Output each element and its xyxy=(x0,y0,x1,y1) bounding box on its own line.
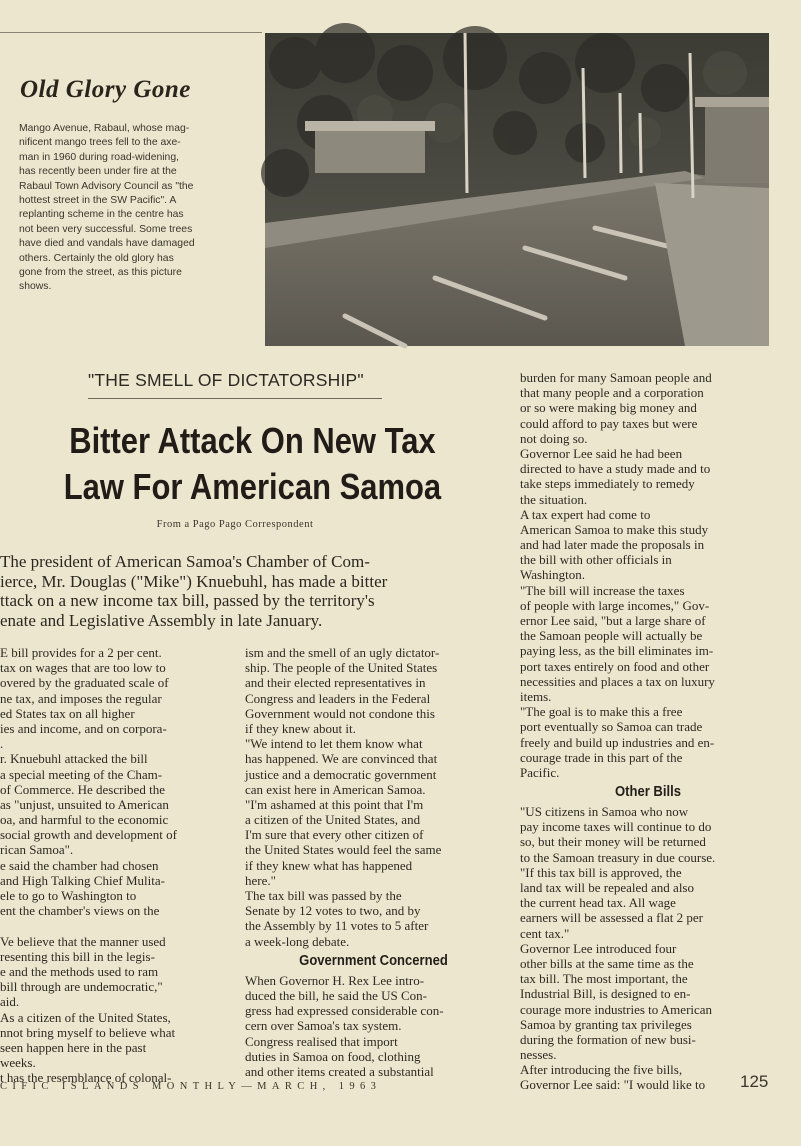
text-line: duties in Samoa on food, clothing xyxy=(245,1048,421,1064)
text-line: ism and the smell of an ugly dictator- xyxy=(245,645,440,660)
text-line: or so were making big money and xyxy=(520,400,697,416)
text-line: Government would not condone this xyxy=(245,705,435,721)
text-line: of people with large incomes," Gov- xyxy=(520,597,710,613)
text-line: cent tax." xyxy=(520,925,570,941)
text-line: have died and vandals have damaged xyxy=(19,238,195,250)
street-photo xyxy=(265,33,769,346)
text-line: can exist here in American Samoa. xyxy=(245,781,426,797)
text-line: Mango Avenue, Rabaul, whose mag- xyxy=(19,123,190,134)
text-line: As a citizen of the United States, xyxy=(0,1009,171,1025)
text-line: American Samoa to make this study xyxy=(520,521,709,537)
text-line: oa, and harmful to the economic xyxy=(0,812,169,828)
text-line: enate and Legislative Assembly in late January. xyxy=(0,610,323,630)
text-line: courage trade in this part of the xyxy=(520,749,683,765)
text-line: cern over Samoa's tax system. xyxy=(245,1018,402,1034)
article-lede xyxy=(0,552,483,630)
text-line: courage more industries to American xyxy=(520,1001,713,1017)
text-line: the United States would feel the same xyxy=(245,842,442,858)
article-headline xyxy=(35,418,469,510)
street-photo-image xyxy=(265,33,769,346)
text-line: land tax will be repealed and also xyxy=(520,880,694,895)
text-line: After introducing the five bills, xyxy=(520,1062,683,1078)
text-line: e said the chamber had chosen xyxy=(0,857,159,873)
text-line: has recently been under fire at the xyxy=(19,166,177,178)
text-line: Governor Lee introduced four xyxy=(520,940,677,956)
text-line: t has the resemblance of colonal- xyxy=(0,1070,172,1086)
page-number: 125 xyxy=(740,1072,769,1091)
text-line: not been very successful. Some trees xyxy=(19,223,193,235)
text-line: Governor Lee said: "I would like to xyxy=(520,1077,706,1093)
headline-line-1: Bitter Attack On New Tax xyxy=(69,420,436,461)
headline-line-2: Law For American Samoa xyxy=(63,466,442,507)
text-line: Industrial Bill, is designed to en- xyxy=(520,986,691,1002)
caption-title: Old Glory Gone xyxy=(20,76,191,103)
text-line: and High Talking Chief Mulita- xyxy=(0,872,165,888)
text-line: could afford to pay taxes but were xyxy=(520,415,698,431)
text-line: during the formation of new busi- xyxy=(520,1031,696,1047)
text-line: ele to go to Washington to xyxy=(0,888,137,903)
text-line: resenting this bill in the legis- xyxy=(0,948,155,964)
text-line: the current head tax. All wage xyxy=(520,895,676,911)
text-line: a citizen of the United States, and xyxy=(245,812,421,828)
text-line: that many people and a corporation xyxy=(520,385,704,401)
text-line: freely and build up industries and en- xyxy=(520,734,715,750)
text-line: replanting scheme in the centre has xyxy=(19,209,184,221)
text-line: Pacific. xyxy=(520,764,560,780)
text-line: take steps immediately to remedy xyxy=(520,476,695,492)
text-line: Ve believe that the manner used xyxy=(0,933,166,949)
text-line: shows. xyxy=(19,281,52,293)
text-line: the bill with other officials in xyxy=(520,552,672,568)
text-line: a special meeting of the Cham- xyxy=(0,766,163,782)
text-line: I'm sure that every other citizen of xyxy=(245,827,424,843)
text-line: ne tax, and imposes the regular xyxy=(0,690,162,706)
text-line: and other items created a substantial xyxy=(245,1063,434,1079)
text-line: social growth and development of xyxy=(0,827,177,843)
column-3-part-1 xyxy=(520,370,776,780)
text-line: pay income taxes will continue to do xyxy=(520,819,712,835)
caption-text xyxy=(19,122,239,295)
text-line: overed by the graduated scale of xyxy=(0,675,169,691)
text-line: port taxes entirely on food and other xyxy=(520,658,710,674)
text-line: Congress realised that import xyxy=(245,1033,398,1049)
subhead-other-bills: Other Bills xyxy=(614,784,681,801)
text-line: gress had expressed considerable con- xyxy=(245,1003,444,1019)
text-line: ent the chamber's views on the xyxy=(0,903,160,919)
text-line: seen happen here in the past xyxy=(0,1039,147,1055)
text-line: earners will be assessed a flat 2 per xyxy=(520,910,704,926)
text-line: justice and a democratic government xyxy=(245,766,437,782)
text-line: of Commerce. He described the xyxy=(0,781,165,797)
text-line: and had later made the proposals in xyxy=(520,537,705,553)
text-line: has happened. We are convinced that xyxy=(245,751,438,767)
text-line: ship. The people of the United States xyxy=(245,660,438,676)
text-line: r. Knuebuhl attacked the bill xyxy=(0,751,148,767)
text-line: the situation. xyxy=(520,491,588,507)
article-kicker: "THE SMELL OF DICTATORSHIP" xyxy=(88,370,364,390)
text-line: Congress and leaders in the Federal xyxy=(245,690,431,706)
text-line: "US citizens in Samoa who now xyxy=(520,804,689,820)
text-line: gone from the street, as this picture xyxy=(19,267,182,279)
text-line: not doing so. xyxy=(520,430,588,446)
kicker-rule xyxy=(88,398,382,399)
text-line: The tax bill was passed by the xyxy=(245,888,402,903)
text-line: e and the methods used to ram xyxy=(0,963,159,979)
text-line: ernor Lee said, "but a large share of xyxy=(520,613,706,628)
text-line: Rabaul Town Advisory Council as "the xyxy=(19,180,194,192)
text-line: nesses. xyxy=(520,1047,557,1063)
subhead-government-concerned: Government Concerned xyxy=(299,952,448,969)
text-line: here." xyxy=(245,872,276,888)
text-line: so, but their money will be returned xyxy=(520,834,706,850)
text-line: as "unjust, unsuited to American xyxy=(0,796,169,812)
text-line: "If this tax bill is approved, the xyxy=(520,864,682,880)
text-line: man in 1960 during road-widening, xyxy=(19,151,180,163)
text-line: directed to have a study made and to xyxy=(520,461,711,477)
page-footer: CIFIC ISLANDS MONTHLY—MARCH, 1963 xyxy=(0,1081,382,1092)
text-line: and their elected representatives in xyxy=(245,675,426,691)
text-line: ed States tax on all higher xyxy=(0,705,135,721)
text-line: if they knew about it. xyxy=(245,720,356,736)
article-column-1 xyxy=(0,645,226,1097)
text-line: tax on wages that are too low to xyxy=(0,660,166,676)
text-line: tax bill. The most important, the xyxy=(520,971,688,987)
text-line: Samoa by granting tax privileges xyxy=(520,1016,692,1032)
text-line: duced the bill, he said the US Con- xyxy=(245,987,427,1003)
text-line: others. Certainly the old glory has xyxy=(19,252,174,264)
text-line: E bill provides for a 2 per cent. xyxy=(0,645,162,660)
text-line: nnot bring myself to believe what xyxy=(0,1024,176,1040)
text-line: the Samoan people will actually be xyxy=(520,628,703,644)
text-line: . xyxy=(0,736,4,752)
text-line: nificent mango trees fell to the axe- xyxy=(19,137,181,149)
text-line: port eventually so Samoa can trade xyxy=(520,719,703,735)
text-line: When Governor H. Rex Lee intro- xyxy=(245,972,425,988)
text-line: if they knew what has happened xyxy=(245,857,413,873)
text-line: the Assembly by 11 votes to 5 after xyxy=(245,918,429,934)
text-line: to the Samoan treasury in due course. xyxy=(520,849,716,865)
text-line: "We intend to let them know what xyxy=(245,736,423,752)
text-line: ttack on a new income tax bill, passed by the territory's xyxy=(0,591,375,610)
text-line: burden for many Samoan people and xyxy=(520,370,712,385)
text-line: a week-long debate. xyxy=(245,933,350,949)
text-line: other bills at the same time as the xyxy=(520,955,694,971)
column-3-part-2 xyxy=(520,804,776,1093)
text-line: items. xyxy=(520,688,552,704)
text-line: rican Samoa". xyxy=(0,842,74,858)
text-line: "The bill will increase the taxes xyxy=(520,582,685,598)
text-line: The president of American Samoa's Chamber of Com- xyxy=(0,552,370,571)
article-column-2 xyxy=(245,645,502,1097)
text-line: necessities and places a tax on luxury xyxy=(520,673,715,689)
text-line: ies and income, and on corpora- xyxy=(0,720,167,736)
text-line: "The goal is to make this a free xyxy=(520,704,683,720)
text-line: weeks. xyxy=(0,1055,36,1071)
text-line: Senate by 12 votes to two, and by xyxy=(245,903,421,919)
text-line: Governor Lee said he had been xyxy=(520,445,683,461)
text-line: bill through are undemocratic," xyxy=(0,979,163,995)
text-line: aid. xyxy=(0,994,20,1010)
text-line: Washington. xyxy=(520,567,586,583)
text-line: A tax expert had come to xyxy=(520,506,651,522)
article-byline: From a Pago Pago Correspondent xyxy=(156,519,314,530)
text-line xyxy=(0,918,226,933)
column-2-part-2 xyxy=(245,973,502,1079)
text-line: paying less, as the bill eliminates im- xyxy=(520,643,714,659)
text-line: "I'm ashamed at this point that I'm xyxy=(245,796,424,812)
text-line: hottest street in the SW Pacific". A xyxy=(19,195,177,207)
column-2-part-1 xyxy=(245,645,502,949)
text-line: ierce, Mr. Douglas ("Mike") Knuebuhl, has made a bitter xyxy=(0,571,388,591)
